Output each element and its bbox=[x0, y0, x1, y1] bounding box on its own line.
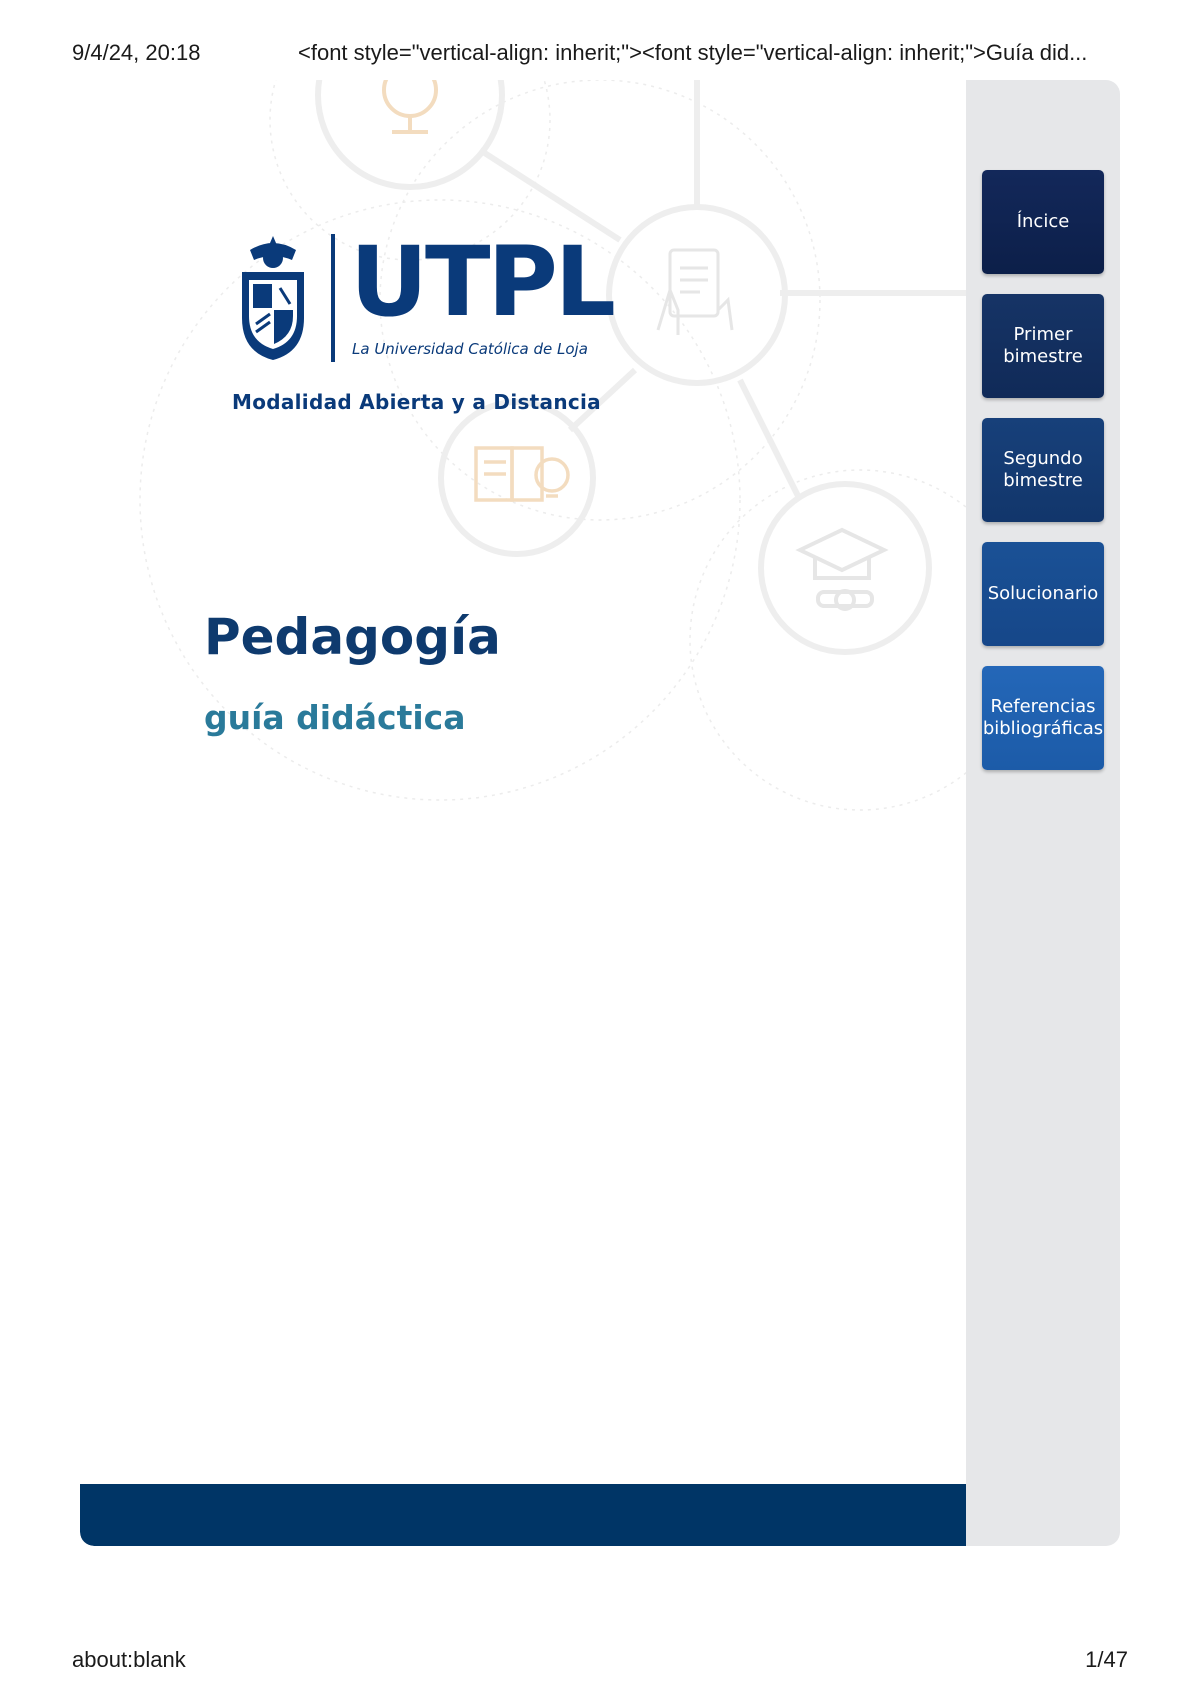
print-url: about:blank bbox=[72, 1647, 186, 1672]
navigation-sidebar bbox=[966, 80, 1120, 1546]
page-number: 1/47 bbox=[1085, 1647, 1128, 1672]
footer-color-band bbox=[80, 1484, 966, 1546]
print-date: 9/4/24, 20:18 bbox=[72, 40, 201, 65]
nav-button-solucionario[interactable]: Solucionario bbox=[982, 542, 1104, 646]
modality-label: Modalidad Abierta y a Distancia bbox=[232, 390, 601, 414]
logo-divider bbox=[331, 234, 335, 362]
print-footer bbox=[0, 1647, 1200, 1677]
nav-button-indice[interactable]: Íncice bbox=[982, 170, 1104, 274]
book-bulb-icon bbox=[476, 448, 568, 500]
utpl-logo bbox=[232, 228, 612, 408]
nav-button-primer-bimestre[interactable]: Primer bimestre bbox=[982, 294, 1104, 398]
print-header bbox=[0, 38, 1200, 68]
globe-icon bbox=[384, 80, 436, 132]
tablet-touch-icon bbox=[658, 250, 732, 335]
nav-button-segundo-bimestre[interactable]: Segundo bimestre bbox=[982, 418, 1104, 522]
graduation-cap-icon bbox=[800, 530, 884, 609]
guide-cover-page bbox=[80, 80, 1120, 1546]
nav-button-referencias[interactable]: Referencias bibliográficas bbox=[982, 666, 1104, 770]
logo-wordmark: UTPL bbox=[350, 226, 613, 338]
logo-tagline: La Universidad Católica de Loja bbox=[352, 340, 588, 358]
print-title: <font style="vertical-align: inherit;"><font style="vertical-align: inherit;">Guía did... bbox=[298, 40, 1088, 65]
document-title: Pedagogía bbox=[204, 608, 501, 666]
document-subtitle: guía didáctica bbox=[204, 698, 466, 737]
university-crest-icon bbox=[232, 228, 314, 364]
